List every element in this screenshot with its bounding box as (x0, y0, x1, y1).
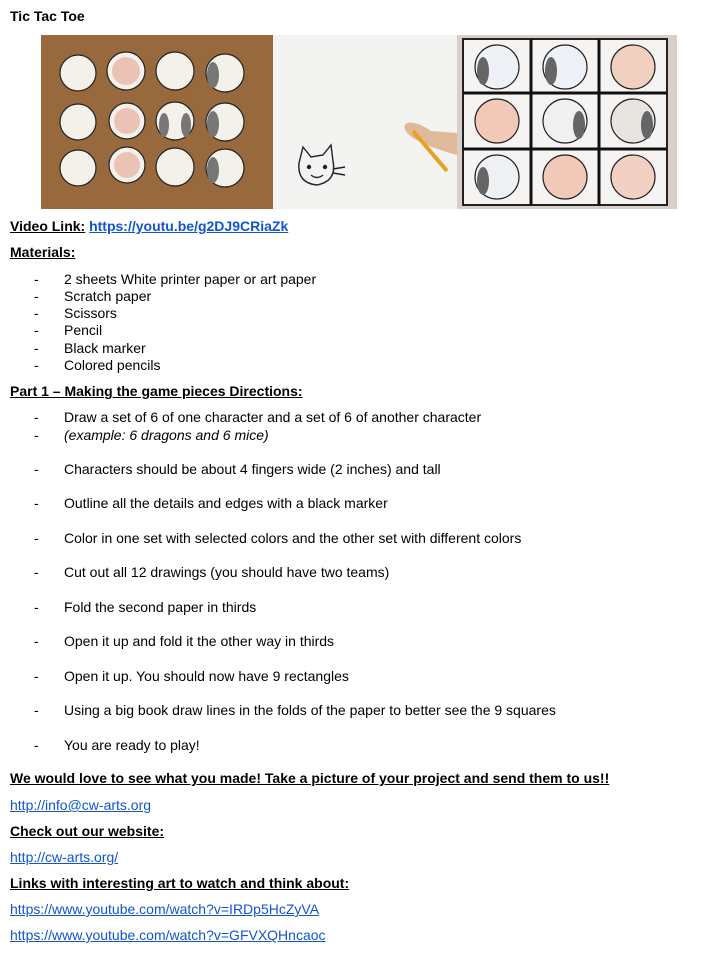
art-link-2[interactable]: https://www.youtube.com/watch?v=GFVXQHncaoc (10, 927, 326, 943)
art-link-1[interactable]: https://www.youtube.com/watch?v=IRDp5HcZyVA (10, 901, 320, 917)
materials-heading: Materials: (10, 244, 76, 260)
share-callout: We would love to see what you made! Take a picture of your project and send them to us!! (10, 770, 610, 786)
website-link[interactable]: http://cw-arts.org/ (10, 849, 119, 865)
project-photos (41, 35, 677, 209)
video-link-label: Video Link: (10, 218, 86, 234)
part1-heading: Part 1 – Making the game pieces Directions: (10, 383, 303, 399)
website-heading: Check out our website: (10, 823, 165, 839)
video-link-row (10, 218, 288, 234)
page-title: Tic Tac Toe (10, 8, 85, 24)
board-pieces (475, 45, 655, 199)
video-link[interactable]: https://youtu.be/g2DJ9CRiaZk (89, 218, 289, 234)
art-links-heading: Links with interesting art to watch and think about: (10, 875, 350, 891)
email-link[interactable]: http://info@cw-arts.org (10, 797, 152, 813)
